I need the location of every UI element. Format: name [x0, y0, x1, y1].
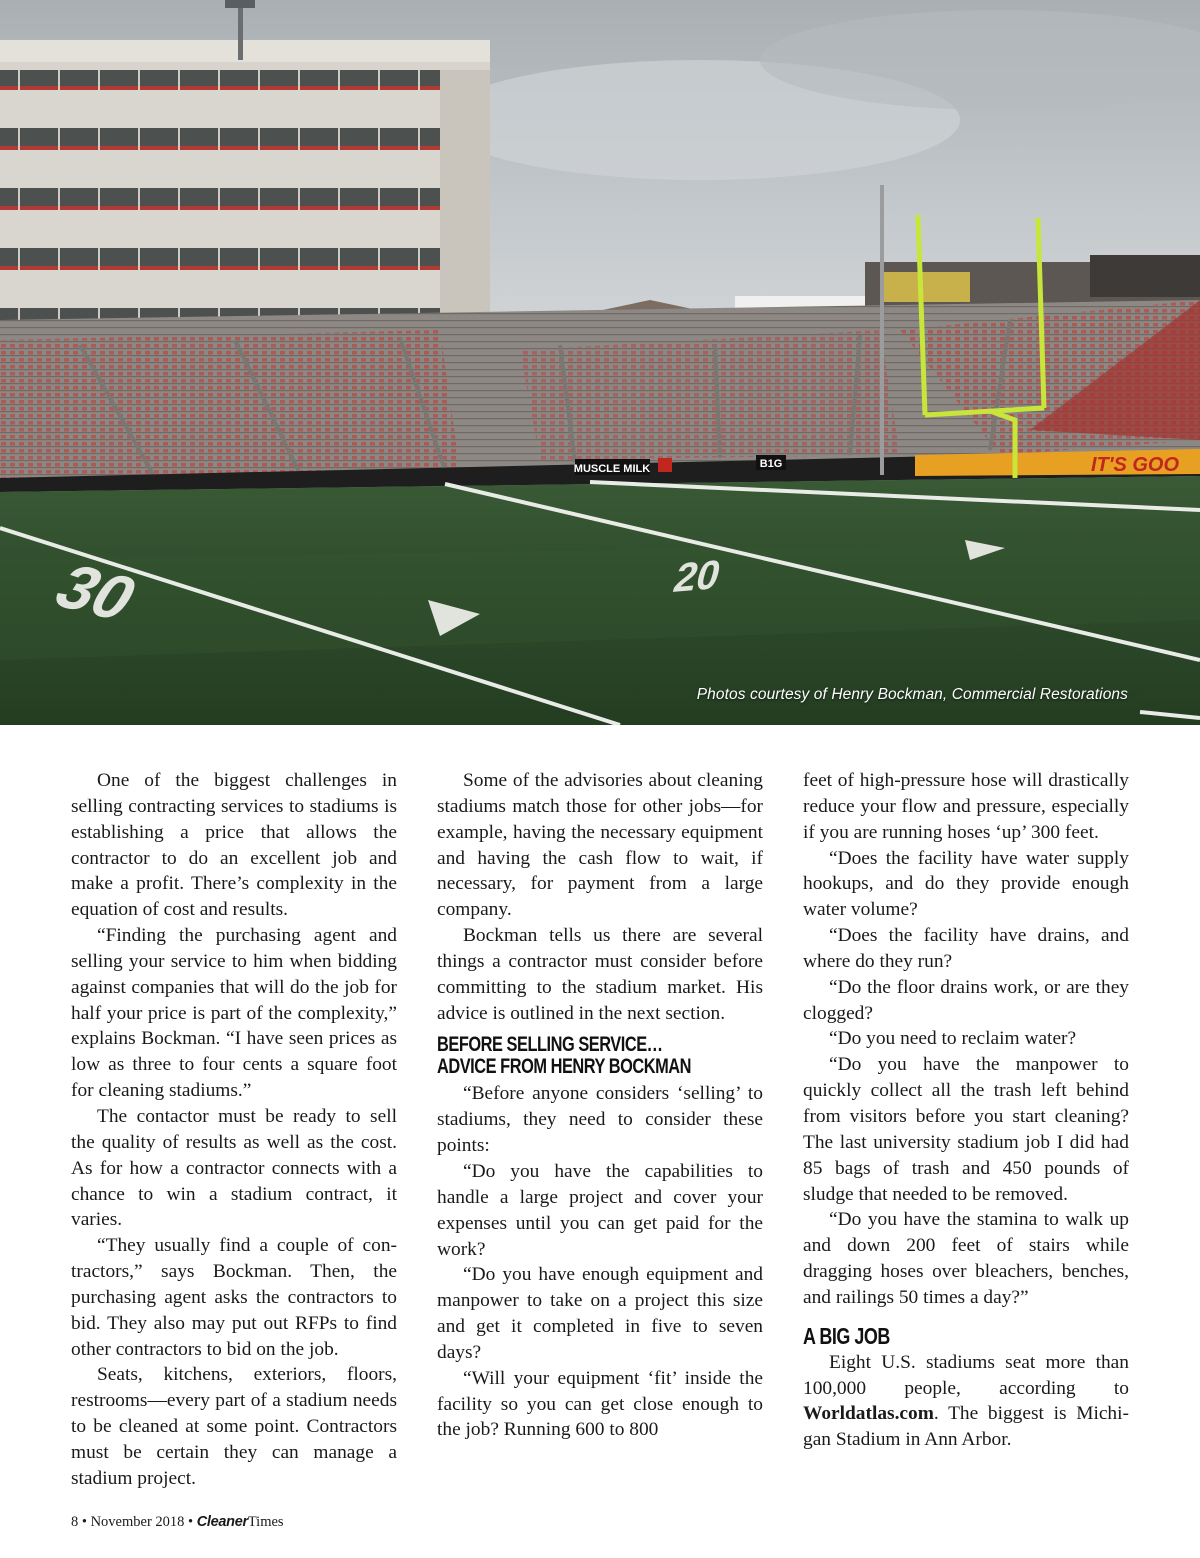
issue-date: November 2018	[90, 1514, 185, 1530]
article-column-3	[803, 768, 1129, 1453]
text: Eight U.S. stadiums seat more than 100,000 people, according to	[803, 1351, 1129, 1399]
sign-muscle-milk: MUSCLE MILK	[573, 463, 651, 475]
sign-its-good: IT'S GOO	[1090, 454, 1180, 476]
magazine-name-part: Cleaner	[196, 1514, 248, 1530]
section-heading-advice	[437, 1034, 691, 1078]
paragraph: “Do you have the manpower to quickly collect all the trash left behind from visitors before you start cleaning? The last university stadium job I did had 85 bags of trash and 450 pounds of sludge that needed to be removed.	[803, 1054, 1129, 1205]
paragraph-continued: feet of high-pressure hose will drastically reduce your flow and pressure, especially if you are running hoses ‘up’ 300 feet.	[803, 770, 1129, 843]
footer-bullet: •	[188, 1514, 194, 1530]
article-column-1	[71, 768, 397, 1492]
yard-number-20: 20	[669, 551, 726, 601]
footer-bullet: •	[81, 1514, 87, 1530]
heading-line: ADVICE FROM HENRY BOCKMAN	[437, 1055, 692, 1079]
paragraph: The contactor must be ready to sell the quality of results as well as the cost. As for how a contractor connects with a chance to win a stadium contract, it varies.	[71, 1105, 397, 1231]
paragraph: “Do you have the stamina to walk up and down 200 feet of stairs while dragging hoses over bleachers, benches, and railings 50 times a day?”	[803, 1209, 1129, 1308]
page-number: 8	[71, 1514, 79, 1530]
paragraph: One of the biggest challenges in selling contracting services to stadiums is establishing a price that allows the contractor to do an excellent job and make a profit. There’s complexity in the equation of cost and results.	[71, 770, 397, 921]
heading-line: BEFORE SELLING SERVICE…	[437, 1033, 663, 1057]
paragraph: Bockman tells us there are several things a contractor must consider before committing to the stadium market. His advice is outlined in the next section.	[437, 925, 763, 1024]
paragraph: “They usually find a couple of contractors,” says Bockman. Then, the purchasing agent asks the contractors to bid. They also may put out RFPs to find other contractors to bid on the job.	[71, 1235, 397, 1360]
paragraph	[803, 1350, 1129, 1453]
stadium-photo	[0, 0, 1200, 725]
section-heading-big-job: A BIG JOB	[803, 1322, 890, 1349]
paragraph: Some of the advisories about cleaning stadiums match those for other jobs—for example, having the necessary equipment and having the cash flow to wait, if necessary, for payment from a large company.	[437, 770, 763, 921]
paragraph: “Do you have the capabilities to handle a large project and cover your expenses until you can get paid for the work?	[437, 1160, 763, 1260]
paragraph: “Does the facility have drains, and where do they run?	[803, 925, 1129, 972]
paragraph: “Do you have enough equipment and manpower to take on a project this size and get it completed in five to seven days?	[437, 1264, 763, 1363]
paragraph: “Do you need to reclaim water?	[829, 1028, 1077, 1050]
paragraph: “Before anyone considers ‘selling’ to stadiums, they need to consider these points:	[437, 1083, 763, 1157]
paragraph: “Finding the purchasing agent and selling your service to him when bidding against companies that will do the job for half your price is part of the complexity,” explains Bockman. “I have seen prices as low as three to four cents a square foot for cleaning stadiums.”	[71, 925, 397, 1102]
paragraph: “Does the facility have water supply hookups, and do they provide enough water volume?	[803, 847, 1129, 921]
text: . The biggest is Michigan Stadium in Ann Arbor.	[803, 1403, 1129, 1451]
paragraph: “Do the floor drains work, or are they clogged?	[803, 976, 1129, 1024]
paragraph: Seats, kitchens, exteriors, floors, restrooms—every part of a stadium needs to be cleaned at some point. Contractors must be certain they can manage a stadium project.	[71, 1364, 397, 1489]
paragraph: “Will your equipment ‘fit’ inside the facility so you can get close enough to the job? Running 600 to 800	[437, 1367, 763, 1441]
yard-number-30: 30	[42, 552, 151, 633]
photo-caption: Photos courtesy of Henry Bockman, Commercial Restorations	[696, 686, 1128, 703]
magazine-name-part: Times	[247, 1514, 284, 1530]
website-reference: Worldatlas.com	[803, 1403, 934, 1425]
sign-big-ten: B1G	[759, 458, 783, 470]
article-column-2	[437, 768, 763, 1443]
page-footer	[71, 1514, 284, 1531]
